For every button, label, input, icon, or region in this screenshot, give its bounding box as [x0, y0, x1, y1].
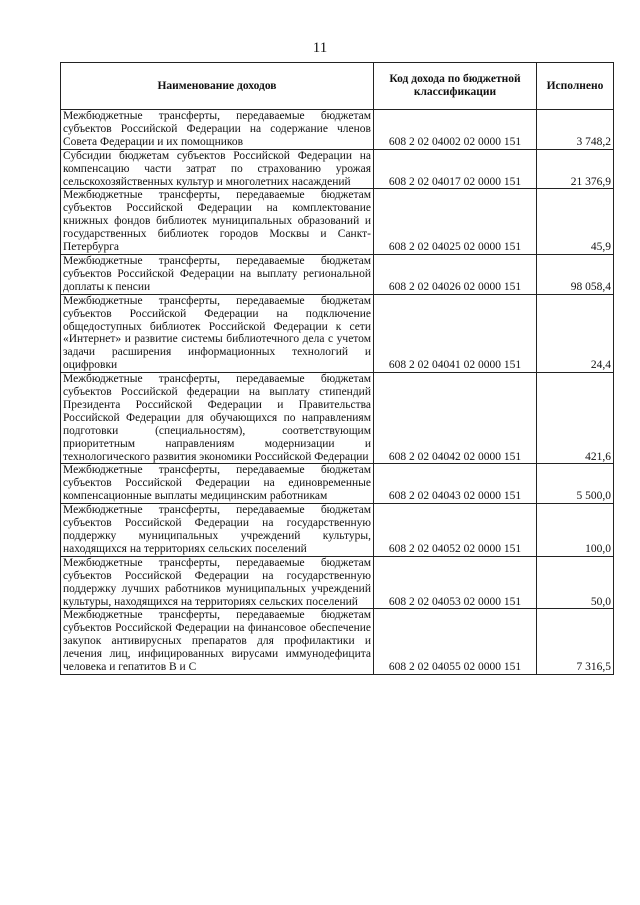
executed-amount-cell: 7 316,5	[537, 609, 614, 675]
income-name-cell: Межбюджетные трансферты, передаваемые бюджетам субъектов Российской Федерации на единовременные компенсационные выплаты медицинским работникам	[61, 464, 374, 504]
income-code-cell: 608 2 02 04043 02 0000 151	[374, 464, 537, 504]
income-code-cell: 608 2 02 04052 02 0000 151	[374, 504, 537, 557]
table-row	[61, 294, 614, 372]
table-row	[61, 373, 614, 464]
table-row	[61, 189, 614, 255]
income-name-cell: Межбюджетные трансферты, передаваемые бюджетам субъектов Российской федерации на выплату стипендий Президента Российской Федерации и Правительства Российской Федерации для обучающихся по направлениям подготовки (специальностям), соответствующим приоритетным направлениям модернизации и технологического развития экономики Российской Федерации	[61, 373, 374, 464]
executed-amount-cell: 3 748,2	[537, 110, 614, 150]
income-code-cell: 608 2 02 04053 02 0000 151	[374, 556, 537, 609]
table-row	[61, 110, 614, 150]
table-row	[61, 149, 614, 189]
executed-amount-cell: 24,4	[537, 294, 614, 372]
income-name-cell: Межбюджетные трансферты, передаваемые бюджетам субъектов Российской Федерации на подключение общедоступных библиотек Российской Федерации к сети «Интернет» и развитие системы библиотечного дела с учетом задачи расширения информационных технологий и оцифровки	[61, 294, 374, 372]
table-row	[61, 609, 614, 675]
income-name-cell: Межбюджетные трансферты, передаваемые бюджетам субъектов Российской Федерации на комплектование книжных фондов библиотек муниципальных образований и государственных библиотек городов Москвы и Санкт-Петербурга	[61, 189, 374, 255]
header-income-code: Код дохода по бюджетной классификации	[374, 63, 537, 110]
executed-amount-cell: 421,6	[537, 373, 614, 464]
table-row	[61, 504, 614, 557]
executed-amount-cell: 21 376,9	[537, 149, 614, 189]
income-code-cell: 608 2 02 04026 02 0000 151	[374, 254, 537, 294]
table-row	[61, 254, 614, 294]
income-code-cell: 608 2 02 04041 02 0000 151	[374, 294, 537, 372]
table-row	[61, 556, 614, 609]
income-code-cell: 608 2 02 04042 02 0000 151	[374, 373, 537, 464]
income-code-cell: 608 2 02 04017 02 0000 151	[374, 149, 537, 189]
income-code-cell: 608 2 02 04055 02 0000 151	[374, 609, 537, 675]
income-code-cell: 608 2 02 04002 02 0000 151	[374, 110, 537, 150]
table-header-row	[61, 63, 614, 110]
executed-amount-cell: 45,9	[537, 189, 614, 255]
executed-amount-cell: 50,0	[537, 556, 614, 609]
income-name-cell: Межбюджетные трансферты, передаваемые бюджетам субъектов Российской Федерации на финансовое обеспечение закупок антивирусных препаратов для профилактики и лечения лиц, инфицированных вирусами иммунодефицита человека и гепатитов В и С	[61, 609, 374, 675]
income-table	[60, 62, 614, 675]
income-code-cell: 608 2 02 04025 02 0000 151	[374, 189, 537, 255]
header-income-name: Наименование доходов	[61, 63, 374, 110]
executed-amount-cell: 98 058,4	[537, 254, 614, 294]
income-name-cell: Межбюджетные трансферты, передаваемые бюджетам субъектов Российской Федерации на государственную поддержку лучших работников муниципальных учреждений культуры, находящихся на территориях сельских поселений	[61, 556, 374, 609]
income-name-cell: Межбюджетные трансферты, передаваемые бюджетам субъектов Российской Федерации на выплату региональной доплаты к пенсии	[61, 254, 374, 294]
executed-amount-cell: 100,0	[537, 504, 614, 557]
table-row	[61, 464, 614, 504]
income-name-cell: Межбюджетные трансферты, передаваемые бюджетам субъектов Российской Федерации на государственную поддержку муниципальных учреждений культуры, находящихся на территориях сельских поселений	[61, 504, 374, 557]
executed-amount-cell: 5 500,0	[537, 464, 614, 504]
income-name-cell: Субсидии бюджетам субъектов Российской Федерации на компенсацию части затрат по страхованию урожая сельскохозяйственных культур и многолетних насаждений	[61, 149, 374, 189]
page-number: 11	[312, 40, 328, 56]
header-executed: Исполнено	[537, 63, 614, 110]
income-name-cell: Межбюджетные трансферты, передаваемые бюджетам субъектов Российской Федерации на содержание членов Совета Федерации и их помощников	[61, 110, 374, 150]
